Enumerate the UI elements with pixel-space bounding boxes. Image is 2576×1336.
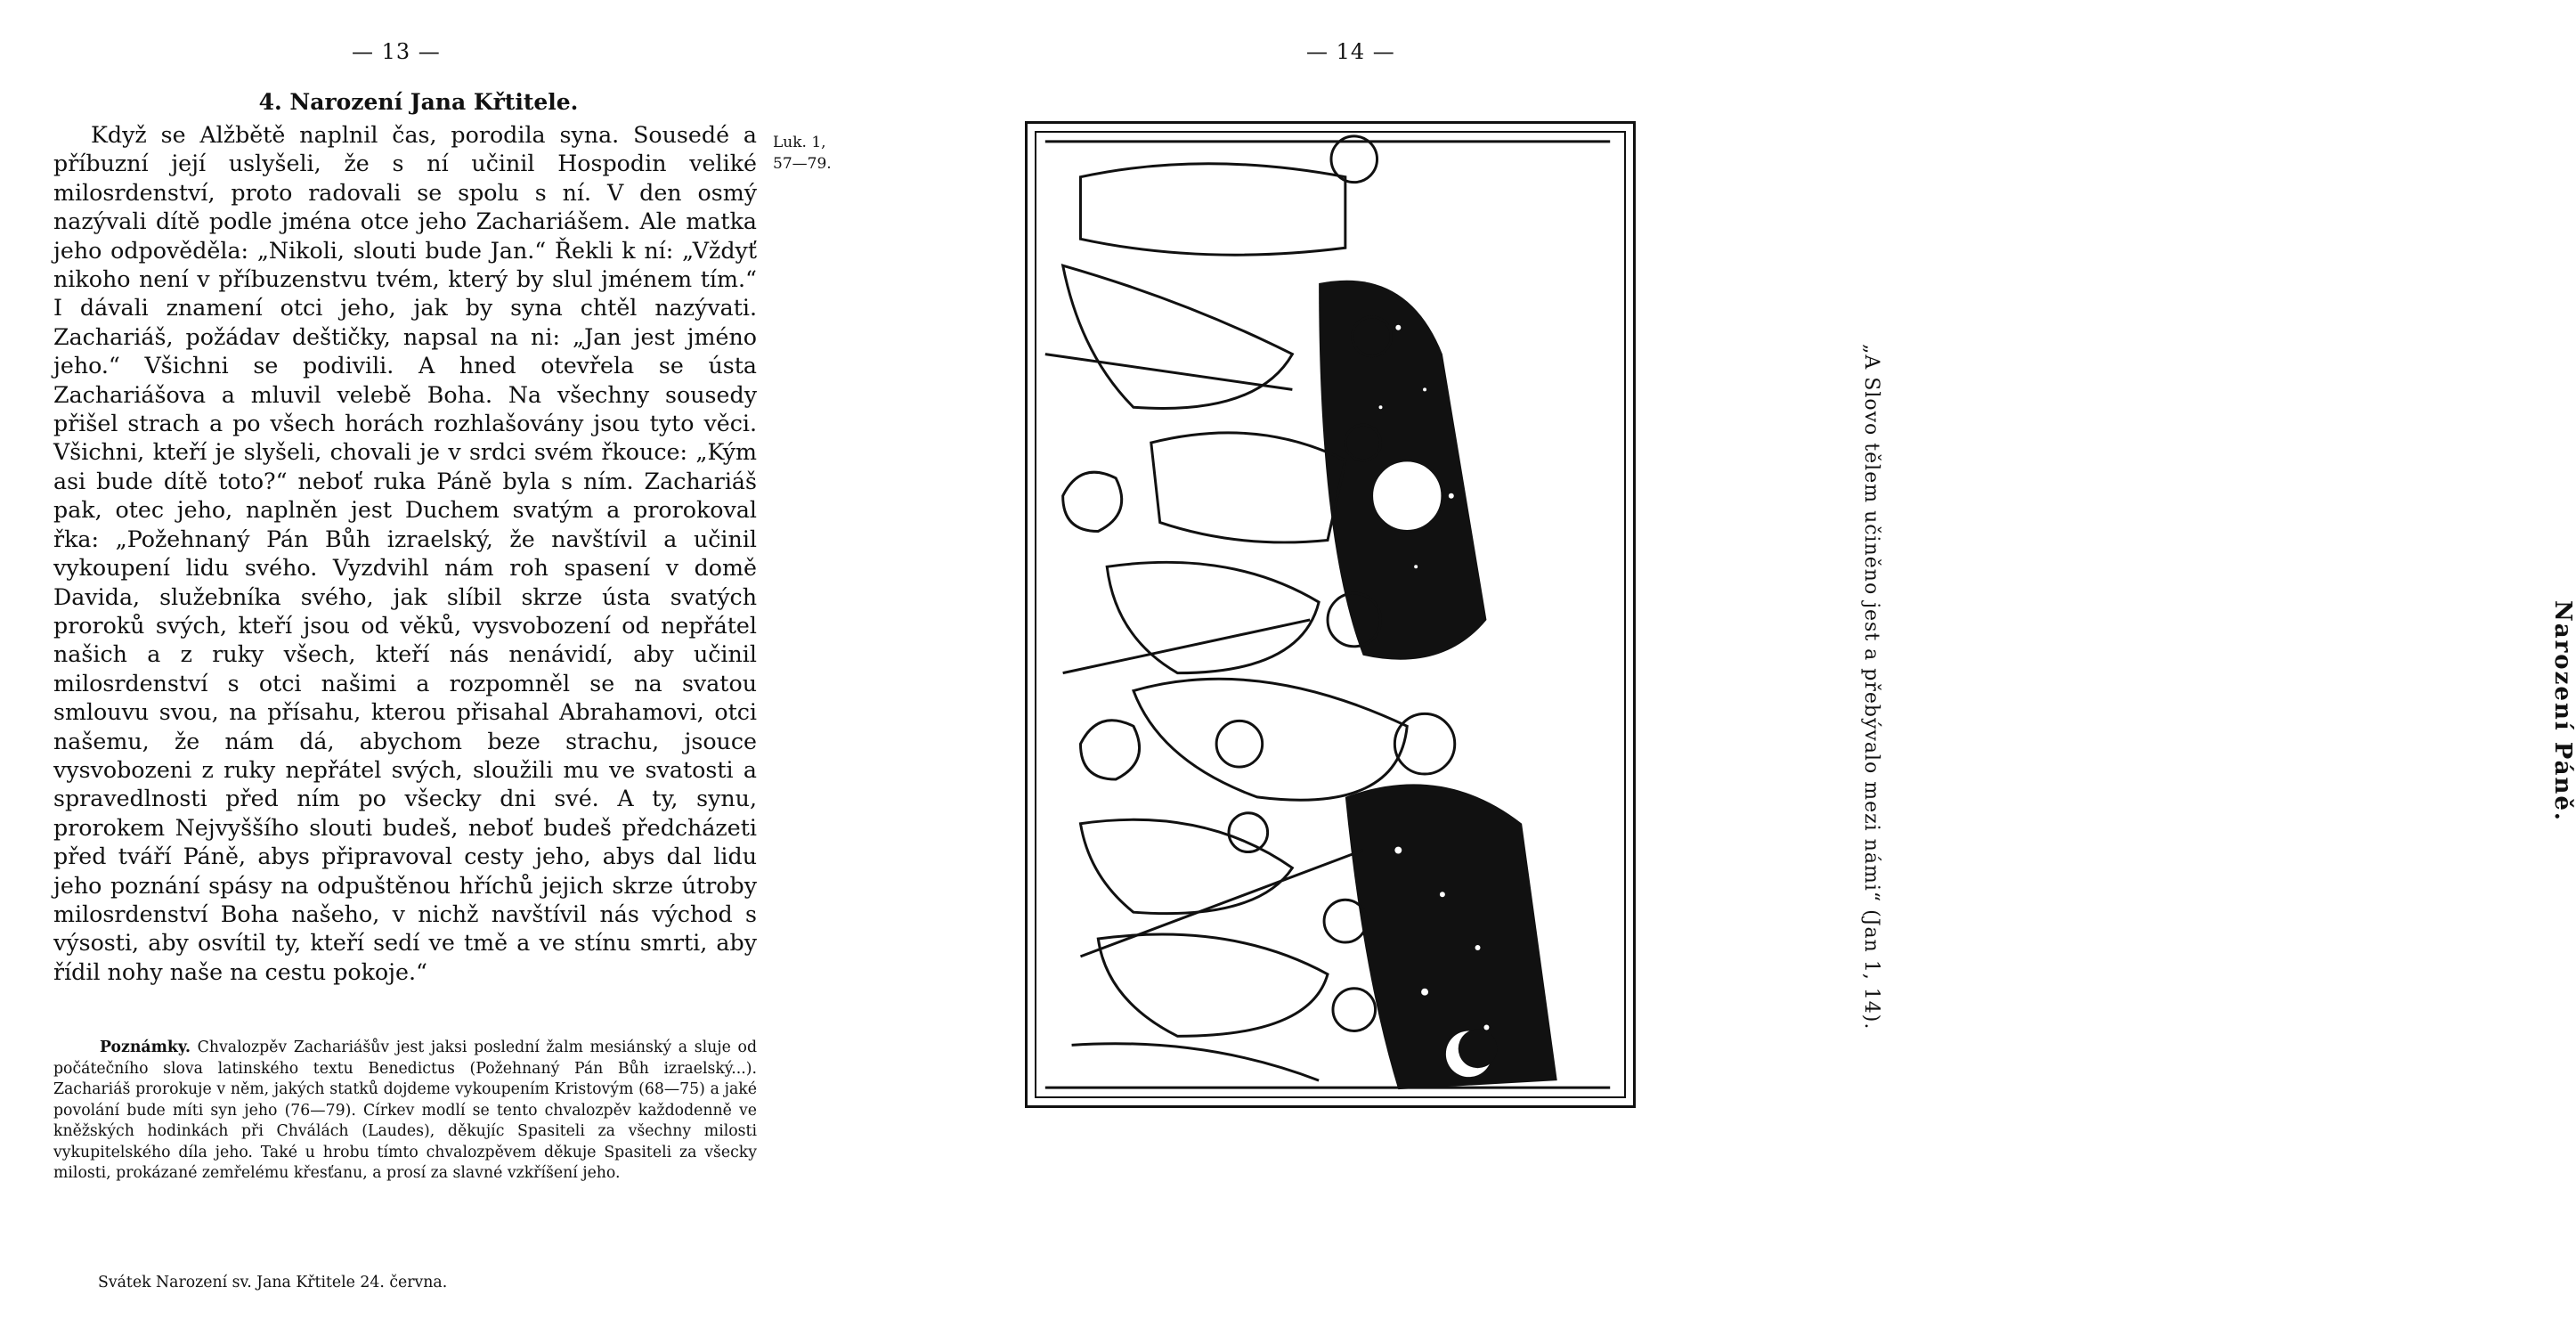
page-number-right: — 14 —: [1306, 39, 1395, 64]
body-paragraph: Když se Alžbětě naplnil čas, porodila syna. Sousedé a příbuzní její uslyšeli, že s ní učinil Hospodin veliké milosrdenství, proto radovali se spolu s ní. V den osmý nazývali dítě podle jména otce jeho Zachariášem. Ale matka jeho odpověděla: „Nikoli, slouti bude Jan.“ Řekli k ní: „Vždyť nikoho není v příbuzenstvu tvém, který by slul jménem tím.“ I dávali znamení otci jeho, jak by syna chtěl nazývati. Zachariáš, požádav deštičky, napsal na ni: „Jan jest jméno jeho.“ Všichni se podivili. A hned otevřela se ústa Zachariášova a mluvil velebě Boha. Na všechny sousedy přišel strach a po všech horách rozhlašovány jsou tyto věci. Všichni, kteří je slyšeli, chovali je v srdci svém řkouce: „Kým asi bude dítě toto?“ neboť ruka Páně byla s ním. Zachariáš pak, otec jeho, naplněn jest Duchem svatým a prorokoval řka: „Požehnaný Pán Bůh izraelský, že navštívil a učinil vykoupení lidu svého. Vyzdvihl nám roh spasení v domě Davida, služebníka svého, jak slíbil skrze ústa svatých proroků svých, kteří jsou od věků, vysvobození od nepřátel našich a z ruky všech, kteří nás nenávidí, aby učinil milosrdenství s otci našimi a rozpomněl se na svatou smlouvu svou, na přísahu, kterou přisahal Abrahamovi, otci našemu, že nám dá, abychom beze strachu, jsouce vysvobozeni z ruky nepřátel svých, sloužili mu ve svatosti a spravedlnosti před ním po všecky dni své. A ty, synu, prorokem Nejvyššího slouti budeš, neboť budeš předcházeti před tváří Páně, abys připravoval cesty jeho, abys dal lidu jeho poznání spásy na odpuštěnou hříchů jejich skrze útroby milosrdenství Boha našeho, v nichž navštívil nás východ s výsosti, aby osvítil ty, kteří sedí ve tmě a ve stínu smrti, aby řídil nohy naše na cestu pokoje.“: [53, 122, 757, 985]
marginal-ref-line: Luk. 1,: [773, 134, 826, 151]
right-page: [888, 0, 2576, 1336]
illustration-caption: „A Slovo tělem učiněno jest a přebývalo mezi námi“ (Jan 1, 14).: [1860, 344, 1882, 1031]
marginal-reference: [773, 132, 853, 175]
notes-text: Chvalozpěv Zachariášův jest jaksi poslední žalm mesiánský a sluje od počátečního slova latinského textu Benedictus (Požehnaný Pán Bůh izraelský...). Zachariáš prorokuje v něm, jakých statků dojdeme vykoupením Kristovým (68—75) a jaké povolání bude míti syn jeho (76—79). Církev modlí se tento chvalozpěv každodenně ve kněžských hodinkách při Chválách (Laudes), děkujíc Spasiteli za všechny milosti vykupitelského díla jeho. Také u hrobu tímto chvalozpěvem děkuje Spasiteli za všecky milosti, prokázané zemřelému křesťanu, a prosí za slavné vzkříšení jeho.: [53, 1039, 758, 1182]
feast-day-line: Svátek Narození sv. Jana Křtitele 24. června.: [98, 1274, 448, 1291]
notes-section: [53, 1038, 757, 1185]
illustration-title: Narození Páně.: [2549, 600, 2576, 822]
left-page: [0, 0, 888, 1336]
chapter-title: 4. Narození Jana Křtitele.: [258, 89, 579, 115]
notes-paragraph: [53, 1038, 757, 1185]
page-number-left: — 13 —: [352, 39, 441, 64]
notes-lead: Poznámky.: [100, 1039, 191, 1056]
body-text: [53, 121, 757, 987]
nativity-engraving-icon: [1028, 124, 1633, 1105]
marginal-ref-line: 57—79.: [773, 155, 832, 173]
nativity-illustration: [1025, 121, 1636, 1108]
